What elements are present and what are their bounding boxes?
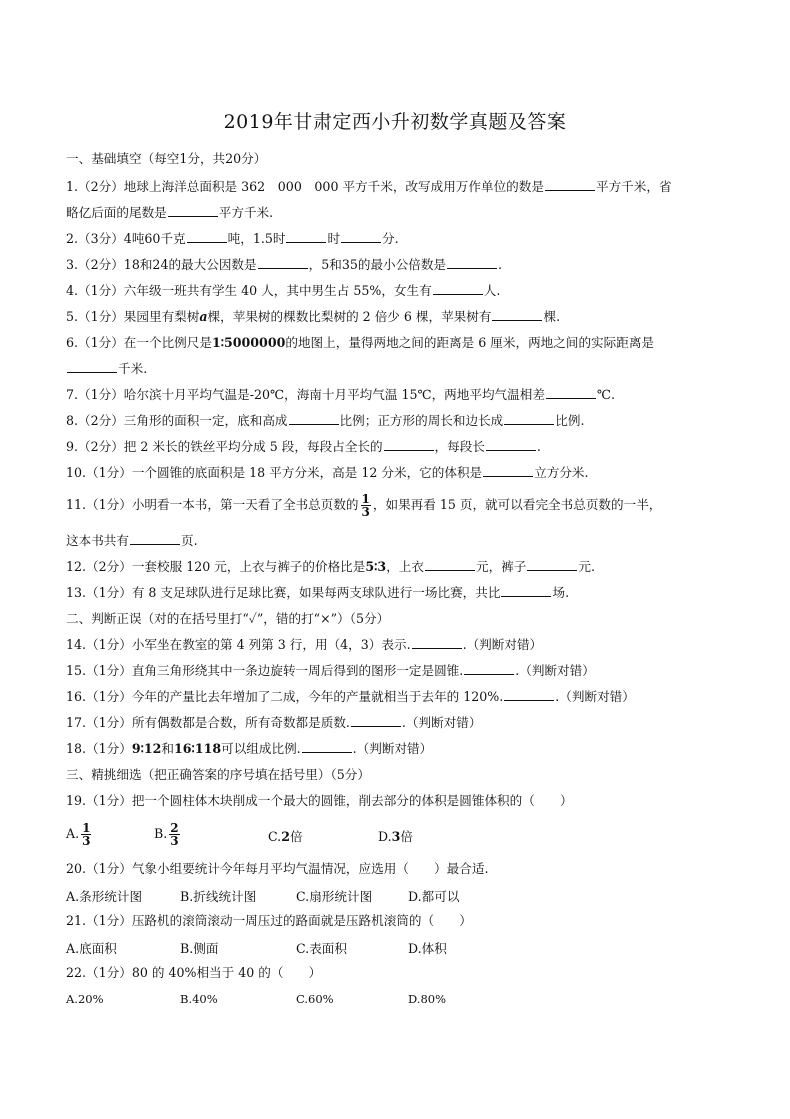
- option-a: A.底面积: [66, 941, 117, 956]
- question-14: 14.（1分）小军坐在教室的第 4 列第 3 行，用（4，3）表示. .（判断对错）: [66, 637, 543, 652]
- option-d: D.体积: [408, 941, 447, 956]
- question-16: 16.（1分）今年的产量比去年增加了二成，今年的产量就相当于去年的 120%. .（判断对错）: [66, 689, 635, 704]
- option-c: C.扇形统计图: [296, 889, 373, 904]
- page-title: 2019年甘肃定西小升初数学真题及答案: [223, 111, 567, 133]
- question-22: 22.（1分）80 的 40%相当于 40 的（ ）: [66, 965, 322, 980]
- fraction-one-third: $\frac{1}{3}$: [361, 492, 370, 519]
- answer-blank: [546, 386, 596, 399]
- answer-blank: [412, 636, 462, 649]
- question-6-line-2: 千米.: [66, 360, 147, 378]
- section-2-heading: 二、判断正误（对的在括号里打“✓”，错的打“×”）（5分）: [66, 611, 390, 626]
- question-21: 21.（1分）压路机的滚筒滚动一周压过的路面就是压路机滚筒的（ ）: [66, 913, 472, 928]
- option-a: A.20%: [66, 992, 104, 1006]
- question-17: 17.（1分）所有偶数都是合数，所有奇数都是质数. .（判断对错）: [66, 715, 482, 730]
- answer-blank: [483, 464, 533, 477]
- answer-blank: [425, 558, 475, 571]
- option-b: B.折线统计图: [180, 889, 257, 904]
- option-a: A. $\frac{1}{3}$: [66, 821, 91, 848]
- question-2: 2.（3分）4吨60千克 吨，1.5时 时 分.: [66, 231, 399, 246]
- question-5: 5.（1分）果园里有梨树a棵，苹果树的棵数比梨树的 2 倍少 6 棵，苹果树有 棵.: [66, 309, 561, 324]
- question-19: 19.（1分）把一个圆柱体木块削成一个最大的圆锥，削去部分的体积是圆锥体积的（ ）: [66, 793, 573, 808]
- answer-blank: [504, 688, 554, 701]
- question-4: 4.（1分）六年级一班共有学生 40 人，其中男生占 55%，女生有 人.: [66, 283, 501, 298]
- question-3: 3.（2分）18和24的最大公因数是 ，5和35的最小公倍数是 .: [66, 257, 503, 272]
- question-19-options: [66, 816, 566, 852]
- answer-blank: [341, 230, 381, 243]
- answer-blank: [433, 282, 483, 295]
- option-b: B. $\frac{2}{3}$: [154, 821, 179, 848]
- answer-blank: [384, 438, 434, 451]
- answer-blank: [187, 230, 227, 243]
- question-20: 20.（1分）气象小组要统计今年每月平均气温情况，应选用（ ）最合适.: [66, 861, 489, 876]
- answer-blank: [464, 662, 514, 675]
- answer-blank: [289, 412, 339, 425]
- question-9: 9.（2分）把 2 米长的铁丝平均分成 5 段，每段占全长的 ，每段长 .: [66, 439, 541, 454]
- answer-blank: [545, 178, 595, 191]
- question-8: 8.（2分）三角形的面积一定，底和高成 比例；正方形的周长和边长成 比例.: [66, 413, 585, 428]
- option-c: C.60%: [296, 992, 334, 1006]
- answer-blank: [504, 412, 554, 425]
- answer-blank: [492, 308, 542, 321]
- answer-blank: [286, 230, 326, 243]
- option-d: D.3倍: [378, 829, 414, 844]
- question-15: 15.（1分）直角三角形绕其中一条边旋转一周后得到的图形一定是圆锥. .（判断对错）: [66, 663, 595, 678]
- answer-blank: [302, 740, 352, 753]
- question-6-line-1: 6.（1分）在一个比例尺是1∶5000000的地图上，量得两地之间的距离是 6 厘米，两地之间的实际距离是: [66, 335, 655, 350]
- question-22-options: [66, 992, 566, 1010]
- answer-blank: [486, 438, 536, 451]
- answer-blank: [501, 584, 551, 597]
- option-c: C.2倍: [268, 829, 303, 844]
- option-a: A.条形统计图: [66, 889, 143, 904]
- question-1-line-2: 略亿后面的尾数是 平方千米.: [66, 205, 274, 220]
- question-20-options: [66, 886, 566, 904]
- section-1-heading: 一、基础填空（每空1分，共20分）: [66, 151, 267, 166]
- question-10: 10.（1分）一个圆锥的底面积是 18 平方分米，高是 12 分米，它的体积是 立方分米.: [66, 465, 589, 480]
- question-21-options: [66, 938, 566, 956]
- answer-blank: [67, 360, 117, 373]
- answer-blank: [527, 558, 577, 571]
- question-18: 18.（1分）9∶12和16∶118可以组成比例. .（判断对错）: [66, 741, 433, 756]
- option-b: B.40%: [180, 992, 218, 1006]
- question-11-line-2: 这本书共有 页.: [66, 533, 198, 548]
- answer-blank: [168, 204, 218, 217]
- answer-blank: [258, 256, 308, 269]
- answer-blank: [351, 714, 401, 727]
- question-13: 13.（1分）有 8 支足球队进行足球比赛，如果每两支球队进行一场比赛，共比 场.: [66, 585, 570, 600]
- option-c: C.表面积: [296, 941, 347, 956]
- question-7: 7.（1分）哈尔滨十月平均气温是-20℃，海南十月平均气温 15℃，两地平均气温相差 ℃.: [66, 387, 616, 402]
- answer-blank: [447, 256, 497, 269]
- section-3-heading: 三、精挑细选（把正确答案的序号填在括号里）（5分）: [66, 767, 370, 782]
- question-12: 12.（2分）一套校服 120 元，上衣与裤子的价格比是5∶3，上衣 元，裤子 元.: [66, 559, 595, 574]
- option-d: D.都可以: [408, 889, 460, 904]
- option-d: D.80%: [408, 992, 447, 1006]
- question-1-line-1: 1.（2分）地球上海洋总面积是 362 000 000 平方千米，改写成用万作单位的数是 平方千米，省: [66, 179, 672, 194]
- answer-blank: [130, 532, 180, 545]
- question-11-line-1: 11.（1分）小明看一本书，第一天看了全书总页数的 $\frac{1}{3}$ ，如果再看 15 页，就可以看完全书总页数的一半，: [66, 492, 662, 519]
- option-b: B.侧面: [180, 941, 219, 956]
